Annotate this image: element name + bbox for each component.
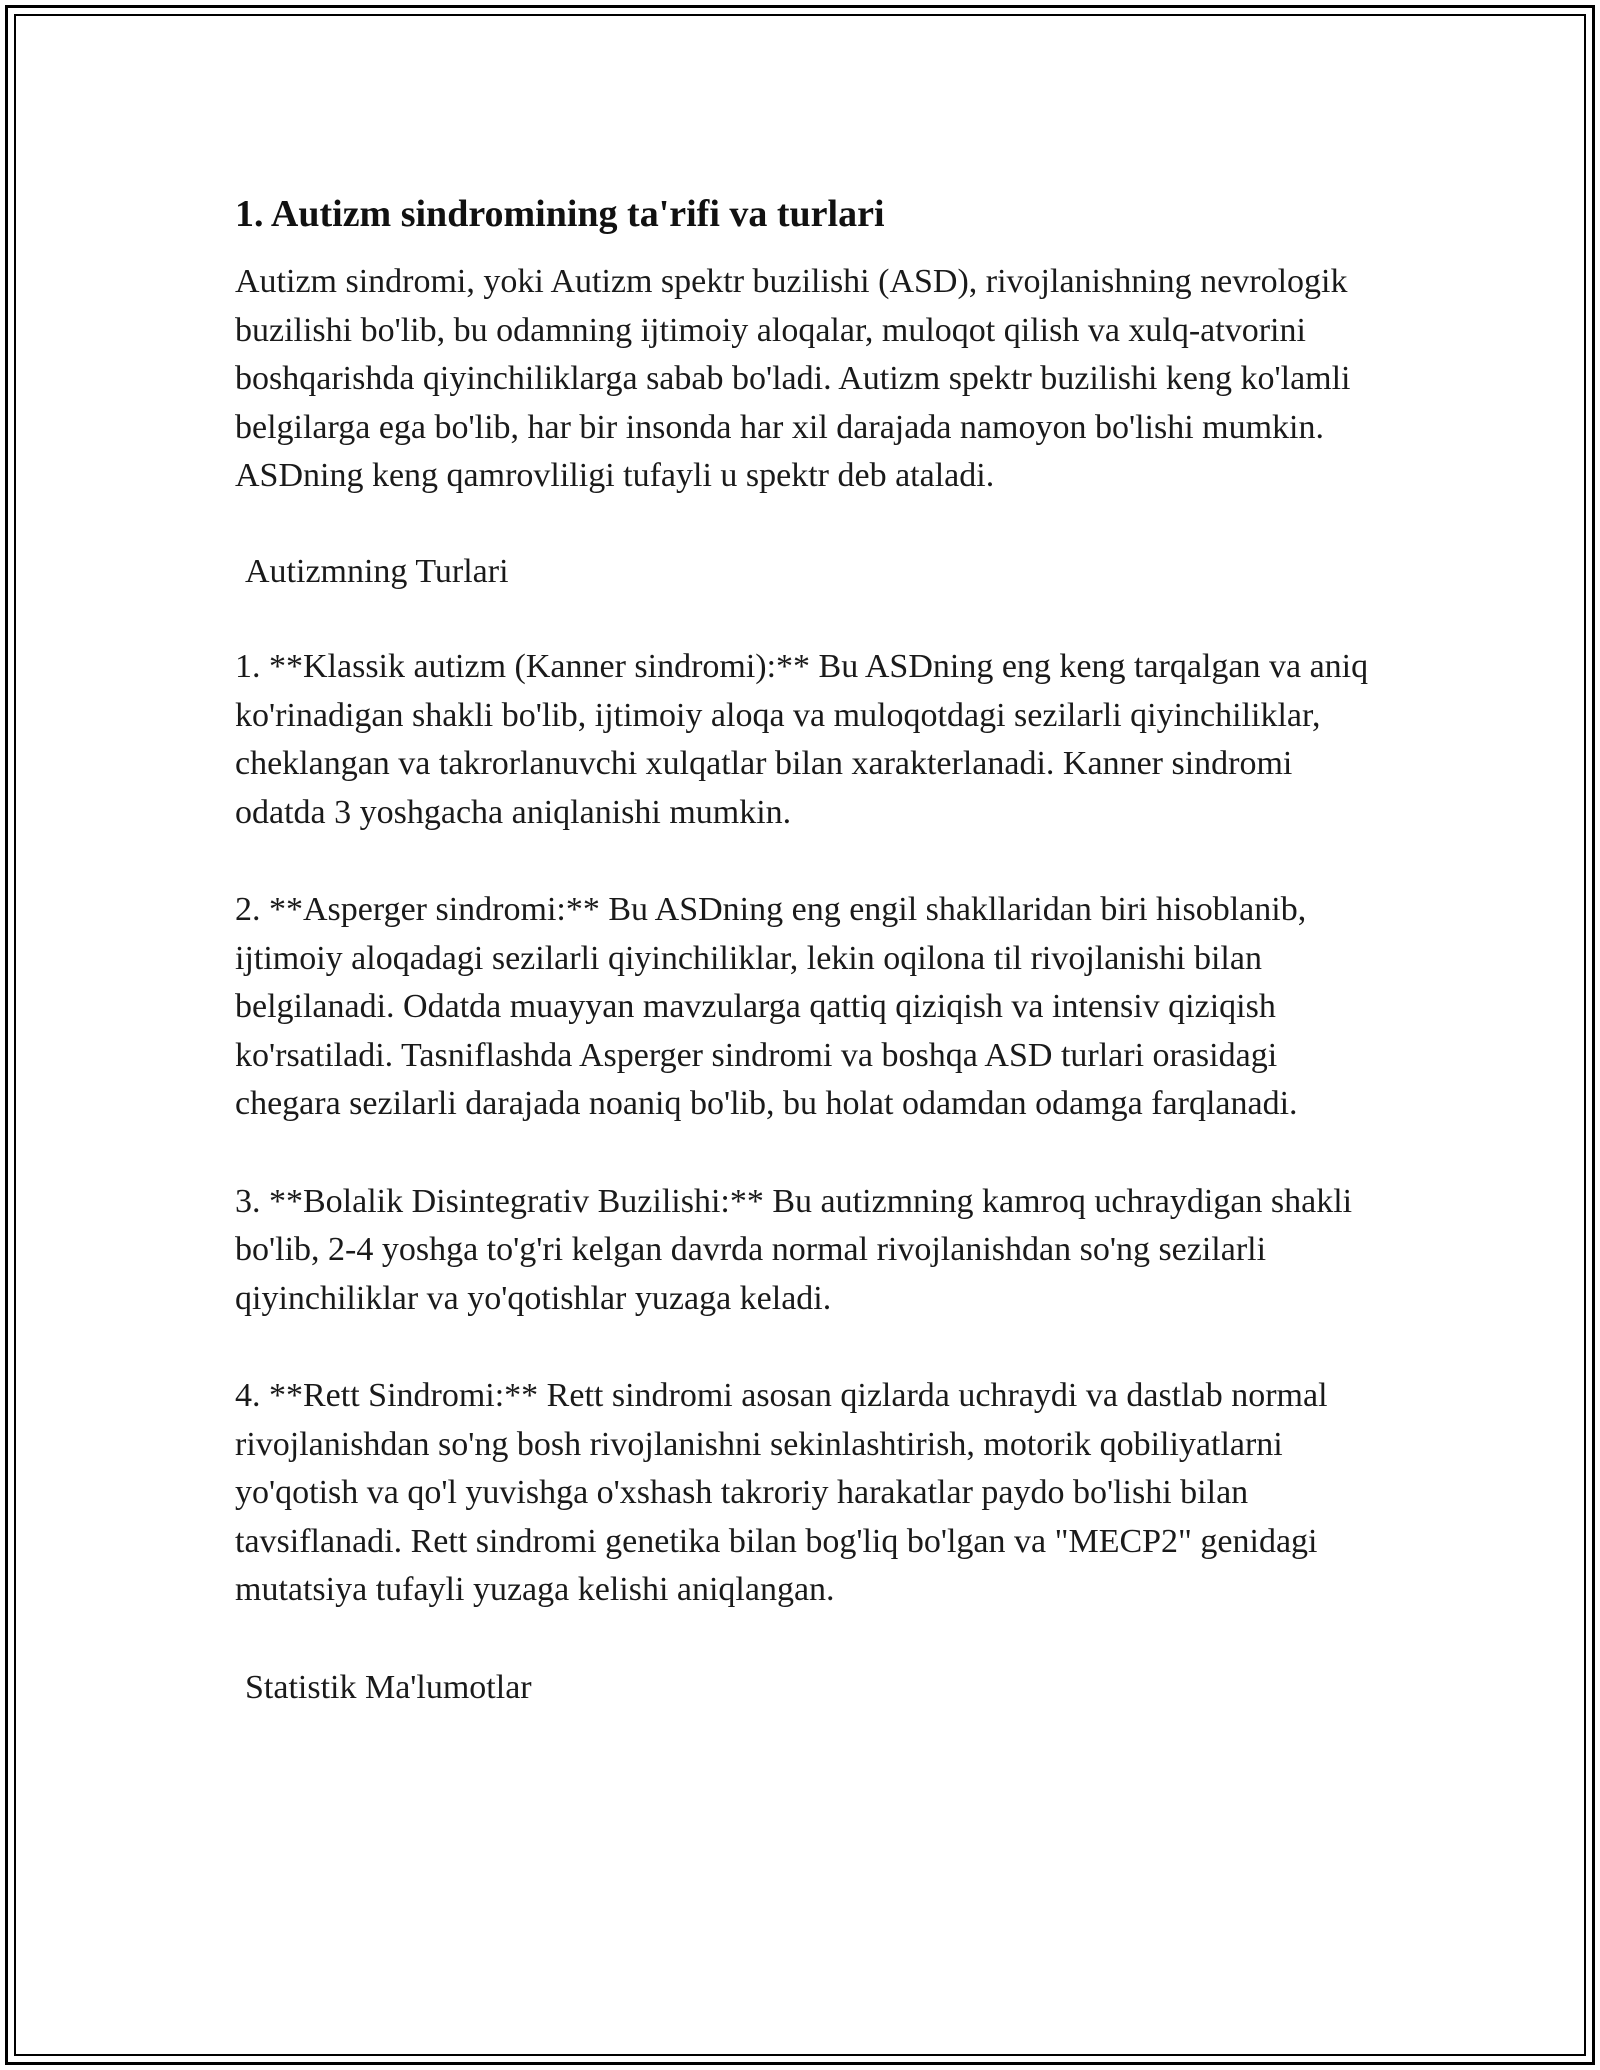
document-body bbox=[235, 188, 1375, 1712]
type-item-cdd: 3. **Bolalik Disintegrativ Buzilishi:** Bu autizmning kamroq uchraydigan shakli bo'lib, 2-4 yoshga to'g'ri kelgan davrda normal rivojlanishdan so'ng sezilarli qiyinchiliklar va yo'qotishlar yuzaga keladi. bbox=[235, 1182, 1353, 1317]
statistics-subheading: Statistik Ma'lumotlar bbox=[245, 1668, 532, 1706]
intro-paragraph: Autizm sindromi, yoki Autizm spektr buzilishi (ASD), rivojlanishning nevrologik buzilishi bo'lib, bu odamning ijtimoiy aloqalar, muloqot qilish va xulq-atvorini boshqarishda qiyinchiliklarga sabab bo'ladi. Autizm spektr buzilishi keng ko'lamli belgilarga ega bo'lib, har bir insonda har xil darajada namoyon bo'lishi mumkin. ASDning keng qamrovliligi tufayli u spektr deb ataladi. bbox=[235, 263, 1351, 494]
type-item-classic-autism: 1. **Klassik autizm (Kanner sindromi):** Bu ASDning eng keng tarqalgan va aniq ko'rinadigan shakli bo'lib, ijtimoiy aloqa va muloqotdagi sezilarli qiyinchiliklar, cheklangan va takrorlanuvchi xulqatlar bilan xarakterlanadi. Kanner sindromi odatda 3 yoshgacha aniqlanishi mumkin. bbox=[235, 648, 1369, 831]
types-subheading: Autizmning Turlari bbox=[245, 552, 509, 590]
section-heading: 1. Autizm sindromining ta'rifi va turlari bbox=[235, 193, 885, 235]
type-item-rett: 4. **Rett Sindromi:** Rett sindromi asosan qizlarda uchraydi va dastlab normal rivojlanishdan so'ng bosh rivojlanishni sekinlashtirish, motorik qobiliyatlarni yo'qotish va qo'l yuvishga o'xshash takroriy harakatlar paydo bo'lishi bilan tavsiflanadi. Rett sindromi genetika bilan bog'liq bo'lgan va "MECP2" genidagi mutatsiya tufayli yuzaga kelishi aniqlangan. bbox=[235, 1377, 1328, 1608]
type-item-asperger: 2. **Asperger sindromi:** Bu ASDning eng engil shakllaridan biri hisoblanib, ijtimoiy aloqadagi sezilarli qiyinchiliklar, lekin oqilona til rivojlanishi bilan belgilanadi. Odatda muayyan mavzularga qattiq qiziqish va intensiv qiziqish ko'rsatiladi. Tasniflashda Asperger sindromi va boshqa ASD turlari orasidagi chegara sezilarli darajada noaniq bo'lib, bu holat odamdan odamga farqlanadi. bbox=[235, 891, 1307, 1122]
